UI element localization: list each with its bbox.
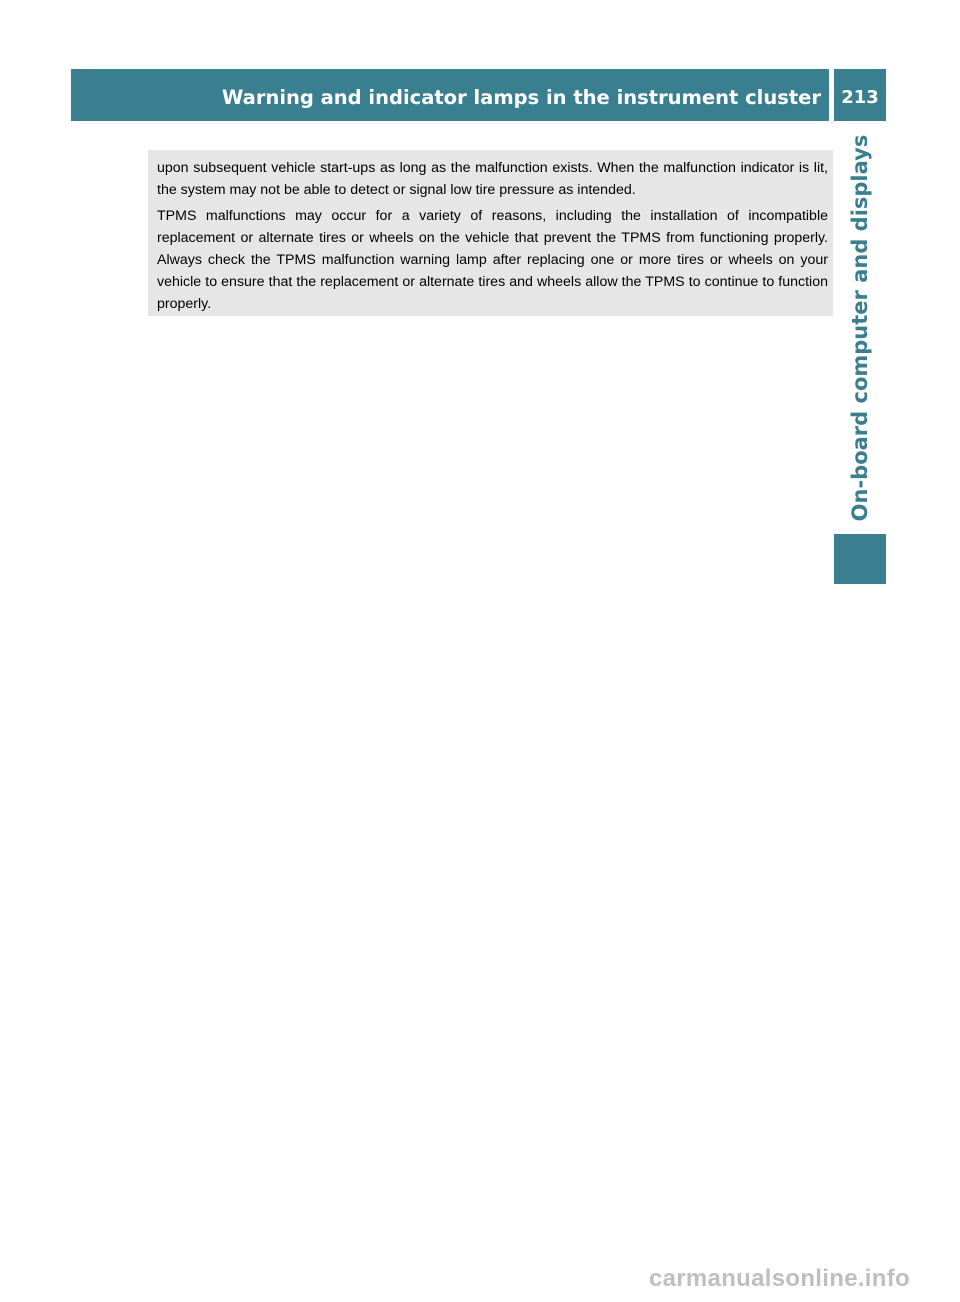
warning-paragraph-1: upon subsequent vehicle start-ups as long as the malfunction exists. When the malfunction indicator is lit, the system may not be able to detect or signal low tire pressure as intended. [157, 160, 828, 198]
page-title: Warning and indicator lamps in the instrument cluster [221, 86, 821, 109]
section-marker [834, 534, 886, 584]
section-tab-label: On-board computer and displays [848, 134, 872, 522]
footer-watermark: carmanualsonline.info [648, 1265, 910, 1292]
page-number: 213 [841, 87, 879, 108]
warning-paragraph-2: TPMS malfunctions may occur for a variety of reasons, including the installation of incompatible replacement or alternate tires or wheels on the vehicle that prevent the TPMS from functioning properly. Always check the TPMS malfunction warning lamp after replacing one or more tires or wheels on your vehicle to ensure that the replacement or alternate tires and wheels allow the TPMS to continue to function properly. [157, 208, 828, 312]
warning-text [157, 157, 828, 319]
